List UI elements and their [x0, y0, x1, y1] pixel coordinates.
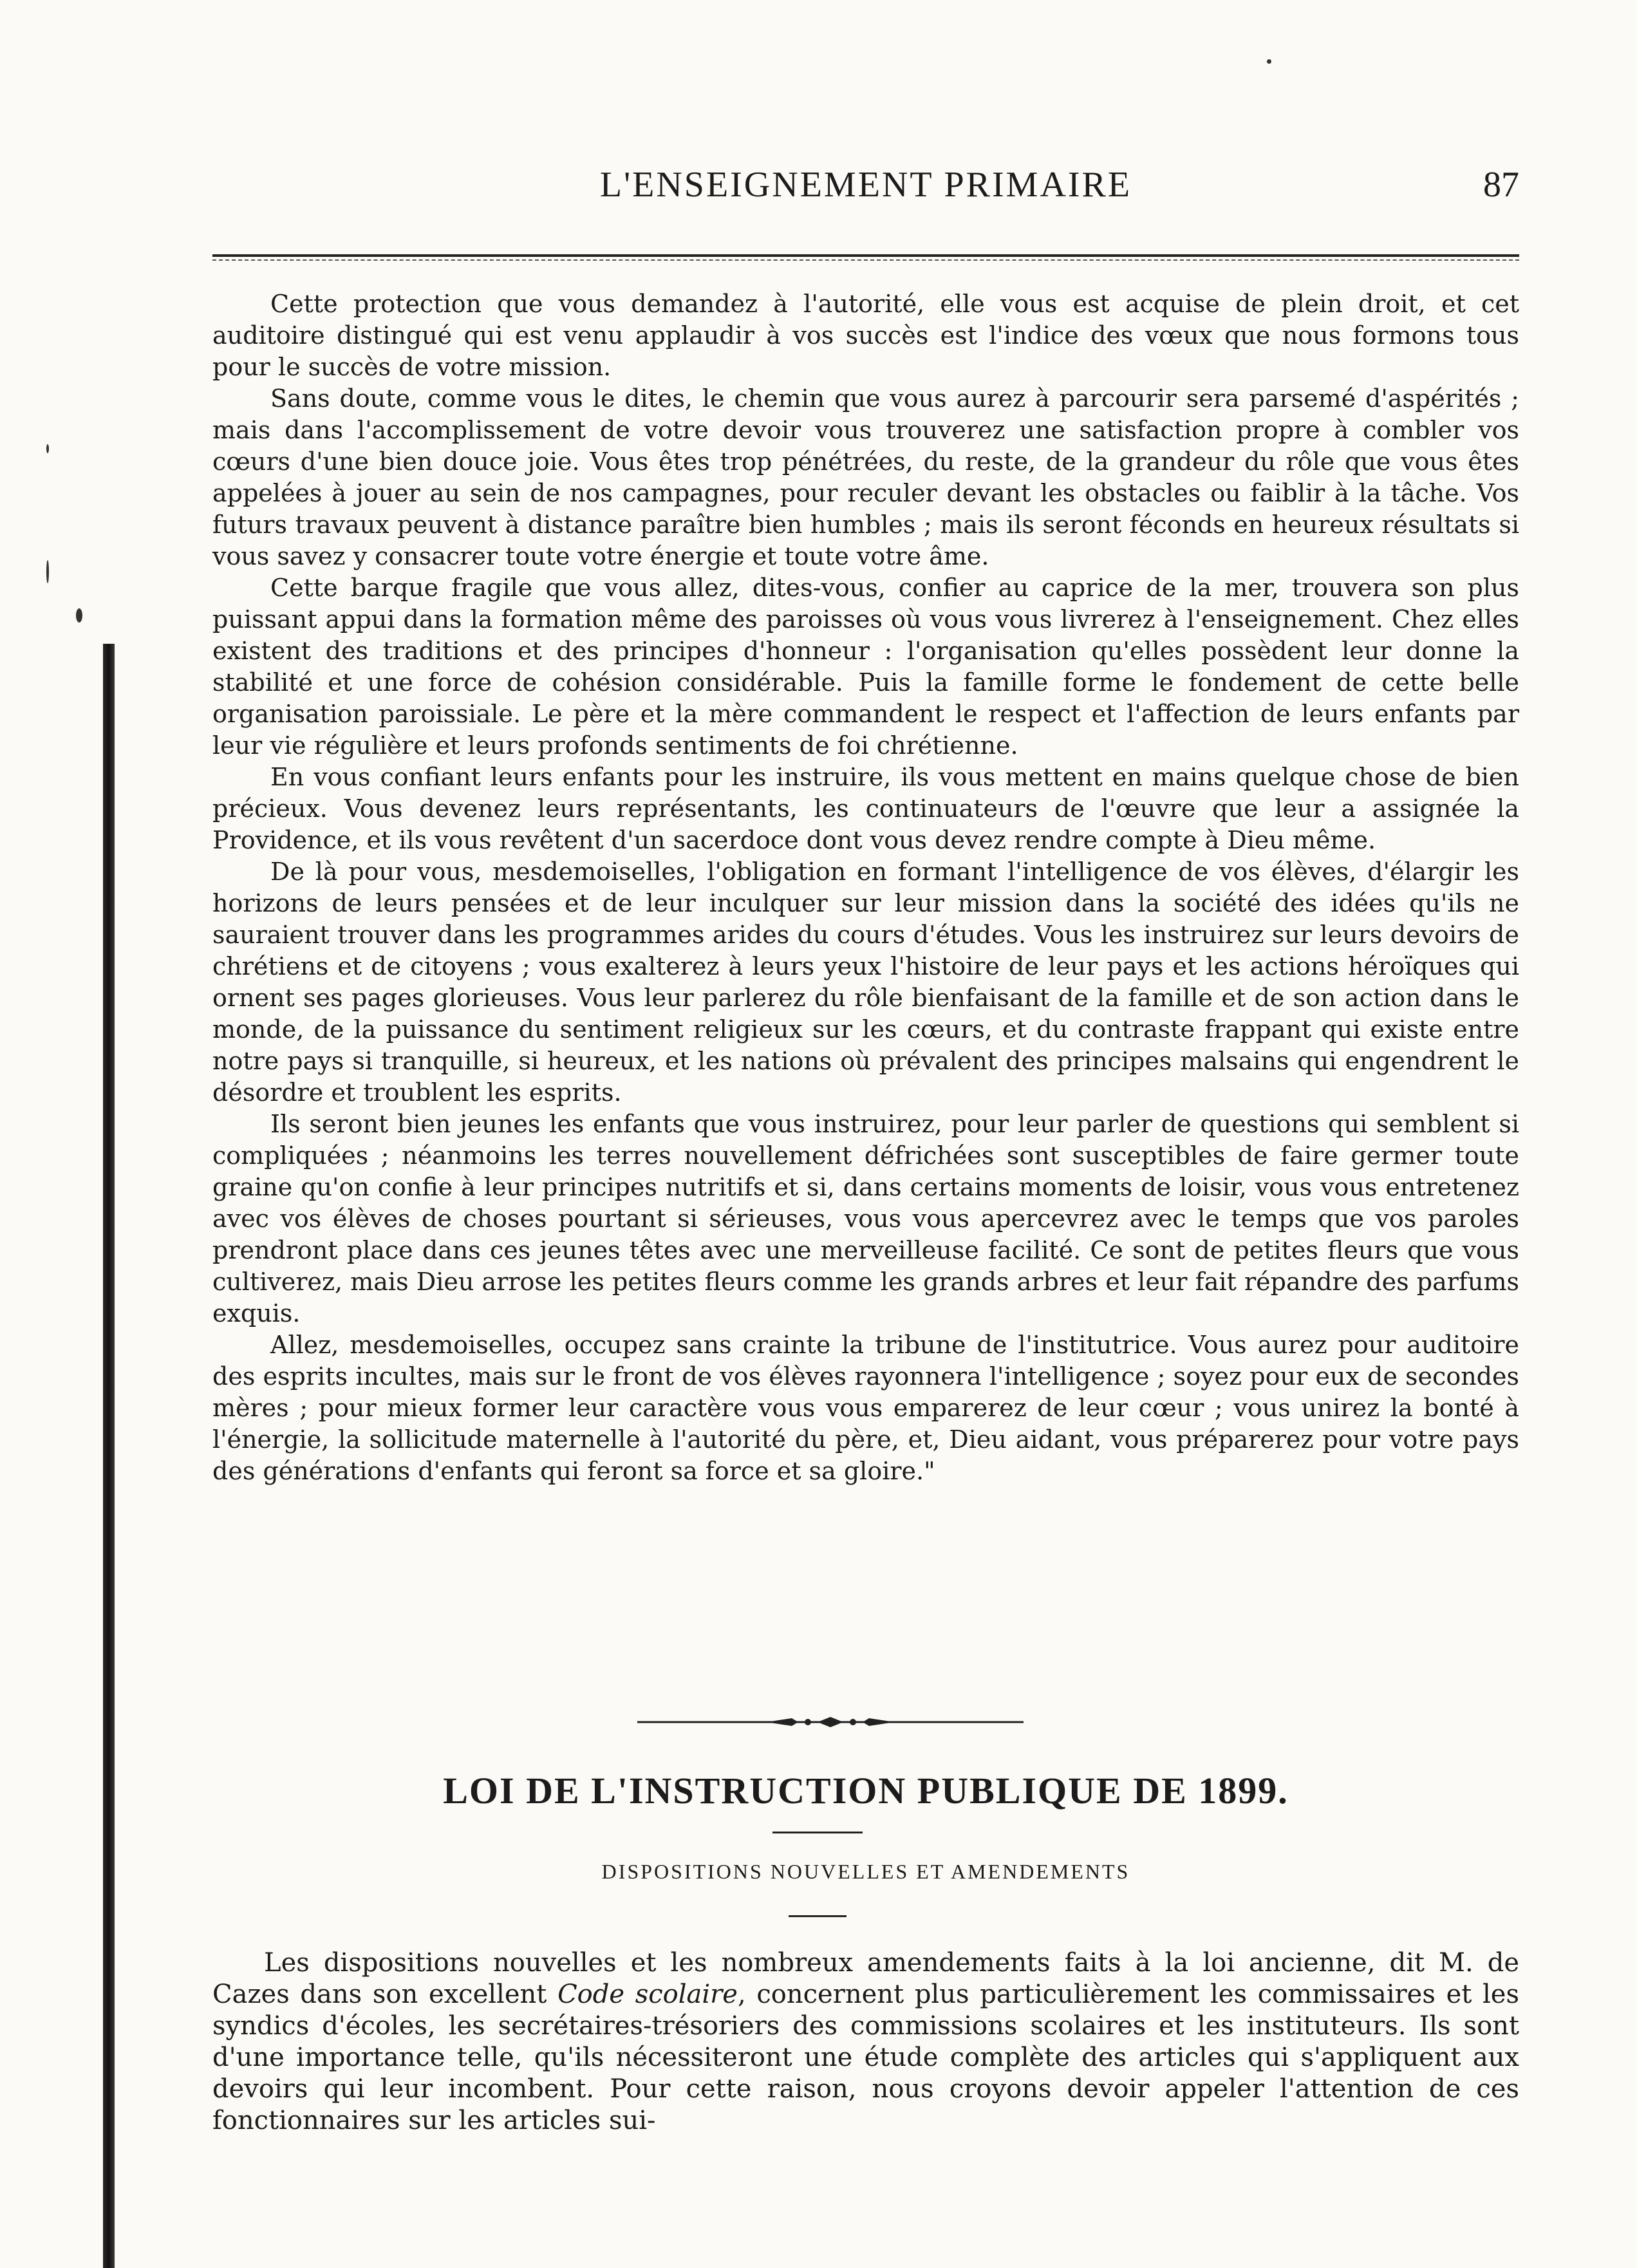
scan-speck — [46, 444, 49, 453]
ornament-divider — [637, 1716, 1024, 1729]
paragraph: En vous confiant leurs enfants pour les instruire, ils vous mettent en mains quelque chose de bien précieux. Vous devenez leurs représentants, les continuateurs de l'œuvre que leur a assignée la Providence, et ils vous revêtent d'un sacerdoce dont vous devez rendre compte à Dieu même. — [212, 763, 1519, 854]
paragraph: Allez, mesdemoiselles, occupez sans crainte la tribune de l'institutrice. Vous aurez pour auditoire des esprits incultes, mais sur le front de vos élèves rayonnera l'intelligence ; soyez pour eux de secondes mères ; pour mieux former leur caractère vous vous emparerez de leur cœur ; vous unirez la bonté à l'énergie, la sollicitude maternelle à l'autorité du père, et, Dieu aidant, vous préparerez pour votre pays des générations d'enfants qui feront sa force et sa gloire." — [212, 1331, 1519, 1485]
paragraph: De là pour vous, mesdemoiselles, l'obligation en formant l'intelligence de vos élèves, d'élargir les horizons de leurs pensées et de leur inculquer sur leur mission dans la société des idées qu'ils ne sauraient trouver dans les programmes arides du cours d'études. Vous les instruirez sur leurs devoirs de chrétiens et de citoyens ; vous exalterez à leurs yeux l'histoire de leur pays et les actions héroïques qui ornent ses pages glorieuses. Vous leur parlerez du rôle bienfaisant de la famille et de son action dans le monde, de la puissance du sentiment religieux sur les cœurs, et du contraste frappant qui existe entre notre pays si tranquille, si heureux, et les nations où prévalent des principes malsains qui engendrent le désordre et troublent les esprits. — [212, 858, 1519, 1107]
intro-text-end: , concernent plus particulièrement les commissaires et les syndics d'écoles, les secrétaires-trésoriers des commissions scolaires et les instituteurs. Ils sont d'une importance telle, qu'ils nécessiteront une étude complète des articles qui s'appliquent aux devoirs qui leur incombent. Pour cette raison, nous croyons devoir appeler l'attention de ces fonctionnaires sur les articles sui- — [212, 1980, 1520, 2135]
speech-body — [212, 288, 1519, 1487]
paragraph: Sans doute, comme vous le dites, le chemin que vous aurez à parcourir sera parsemé d'aspérités ; mais dans l'accomplissement de votre devoir vous trouverez une satisfaction propre à combler vos cœurs d'une bien douce joie. Vous êtes trop pénétrées, du reste, de la grandeur du rôle que vous êtes appelées à jouer au sein de nos campagnes, pour reculer devant les obstacles ou faiblir à la tâche. Vos futurs travaux peuvent à distance paraître bien humbles ; mais ils seront féconds en heureux résultats si vous savez y consacrer toute votre énergie et toute votre âme. — [212, 384, 1519, 570]
running-title: L'ENSEIGNEMENT PRIMAIRE — [599, 165, 1132, 205]
intro-paragraph — [212, 1947, 1519, 2137]
subtitle-rule — [789, 1915, 847, 1917]
intro-book-title: Code scolaire — [557, 1980, 738, 2009]
page-number: 87 — [1483, 165, 1519, 205]
header-rule — [212, 254, 1519, 257]
intro-text-start: Les dispositions nouvelles et les nombreux amendements faits à la loi ancienne, dit M. de Cazes dans son excellent — [212, 1948, 1519, 2009]
section-subtitle: DISPOSITIONS NOUVELLES ET AMENDEMENTS — [601, 1860, 1130, 1883]
title-rule — [772, 1832, 863, 1833]
paragraph: Cette protection que vous demandez à l'autorité, elle vous est acquise de plein droit, et cet auditoire distingué qui est venu applaudir à vos succès est l'indice des vœux que nous formons tous pour le succès de votre mission. — [212, 290, 1519, 381]
section-title: LOI DE L'INSTRUCTION PUBLIQUE DE 1899. — [443, 1770, 1289, 1812]
scan-binding-edge — [103, 644, 115, 2268]
paragraph: Cette barque fragile que vous allez, dites-vous, confier au caprice de la mer, trouvera son plus puissant appui dans la formation même des paroisses où vous vous livrerez à l'enseignement. Chez elles existent des traditions et des principes d'honneur : l'organisation qu'elles possèdent leur donne la stabilité et une force de cohésion considérable. Puis la famille forme le fondement de cette belle organisation paroissiale. Le père et la mère commandent le respect et l'affection de leurs enfants par leur vie régulière et leurs profonds sentiments de foi chrétienne. — [212, 574, 1519, 760]
section-intro — [212, 1947, 1519, 2137]
page-header — [212, 164, 1519, 209]
scan-speck — [46, 560, 49, 583]
scan-speck — [1267, 59, 1271, 64]
paragraph: Ils seront bien jeunes les enfants que vous instruirez, pour leur parler de questions qui semblent si compliquées ; néanmoins les terres nouvellement défrichées sont susceptibles de faire germer toute graine qu'on confie à leur principes nutritifs et si, dans certains moments de loisir, vous vous entretenez avec vos élèves de choses pourtant si sérieuses, vous vous apercevrez avec le temps que vos paroles prendront place dans ces jeunes têtes avec une merveilleuse facilité. Ce sont de petites fleurs que vous cultiverez, mais Dieu arrose les petites fleurs comme les grands arbres et leur fait répandre des parfums exquis. — [212, 1110, 1519, 1327]
header-rule-secondary — [212, 259, 1519, 261]
scan-speck — [76, 608, 82, 623]
